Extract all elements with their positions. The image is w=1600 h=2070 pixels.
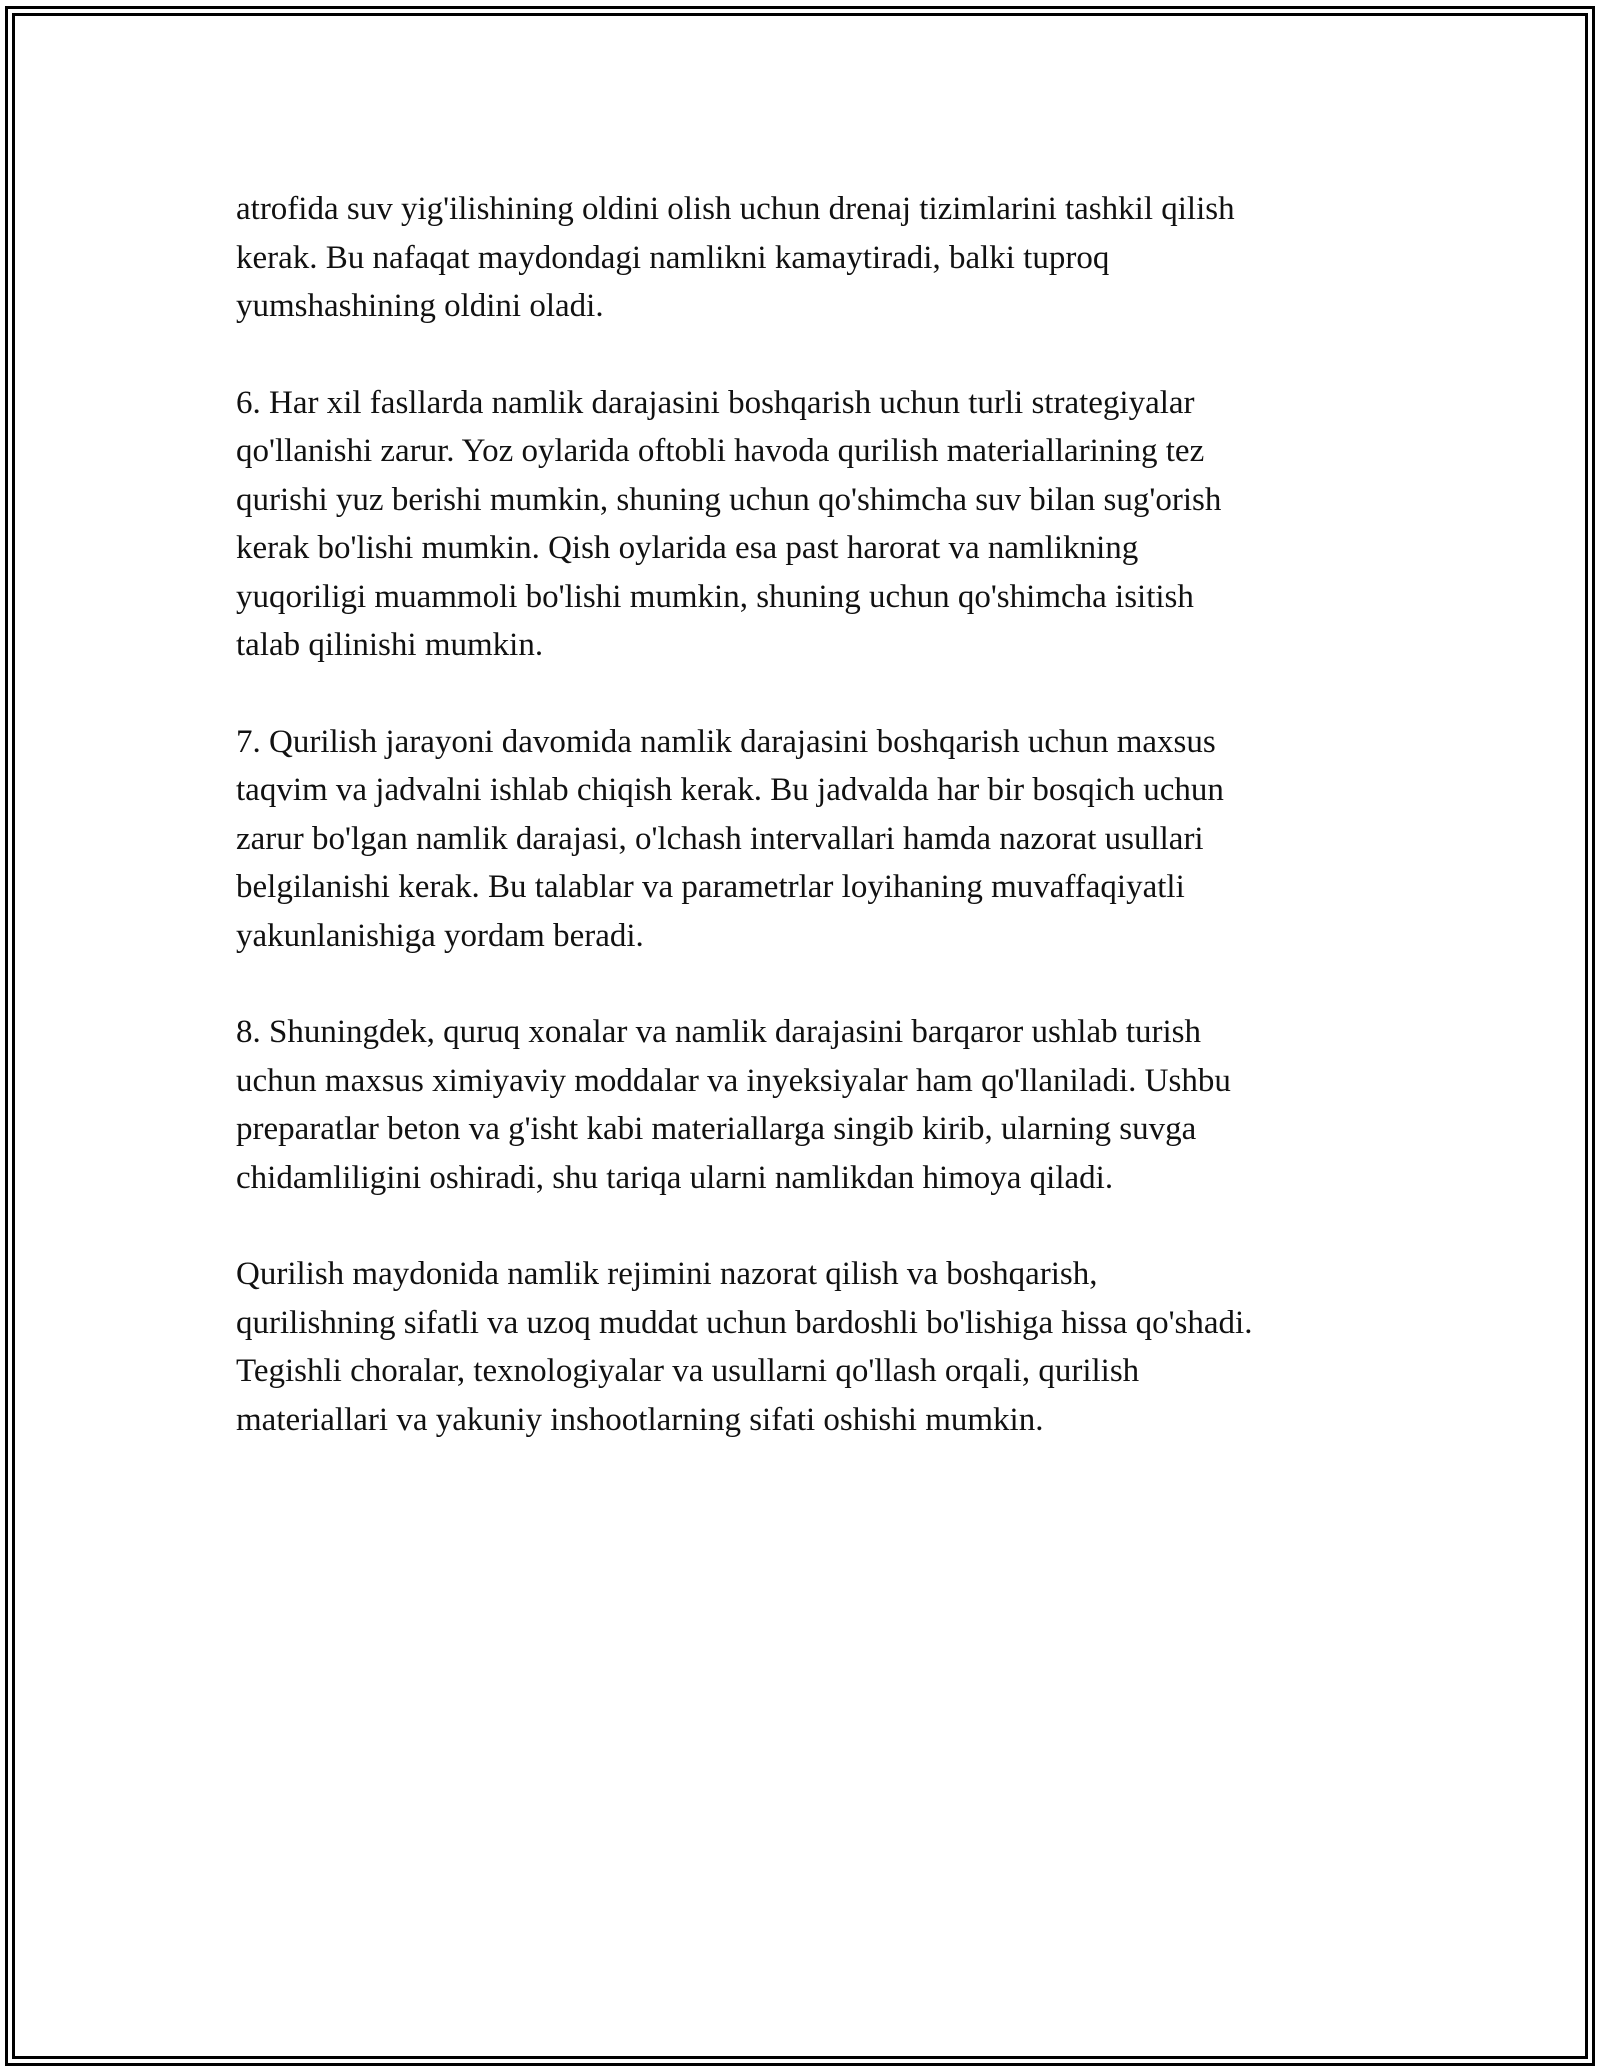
paragraph-8-chemicals: 8. Shuningdek, quruq xonalar va namlik darajasini barqaror ushlab turish uchun maxsus ximiyaviy moddalar va inyeksiyalar ham qo'llaniladi. Ushbu preparatlar beton va g'isht kabi materiallarga singib kirib, ularning suvga chidamliligini oshiradi, shu tariqa ularni namlikdan himoya qiladi. [236, 1014, 1231, 1196]
paragraph-6-seasons: 6. Har xil fasllarda namlik darajasini boshqarish uchun turli strategiyalar qo'llanishi zarur. Yoz oylarida oftobli havoda qurilish materiallarining tez qurishi yuz berishi mumkin, shuning uchun qo'shimcha suv bilan sug'orish kerak bo'lishi mumkin. Qish oylarida esa past harorat va namlikning yuqoriligi muammoli bo'lishi mumkin, shuning uchun qo'shimcha isitish talab qilinishi mumkin. [236, 384, 1222, 663]
paragraph-conclusion: Qurilish maydonida namlik rejimini nazorat qilish va boshqarish, qurilishning sifatli va uzoq muddat uchun bardoshli bo'lishiga hissa qo'shadi. Tegishli choralar, texnologiyalar va usullarni qo'llash orqali, qurilish materiallari va yakuniy inshootlarning sifati oshishi mumkin. [236, 1256, 1253, 1438]
paragraph-drainage: atrofida suv yig'ilishining oldini olish uchun drenaj tizimlarini tashkil qilish kerak. Bu nafaqat maydondagi namlikni kamaytiradi, balki tuproq yumshashining oldini oladi. [236, 191, 1235, 324]
paragraph-7-schedule: 7. Qurilish jarayoni davomida namlik darajasini boshqarish uchun maxsus taqvim va jadvalni ishlab chiqish kerak. Bu jadvalda har bir bosqich uchun zarur bo'lgan namlik darajasi, o'lchash intervallari hamda nazorat usullari belgilanishi kerak. Bu talablar va parametrlar loyihaning muvaffaqiyatli yakunlanishiga yordam beradi. [236, 723, 1224, 954]
document-body [236, 185, 1406, 1492]
